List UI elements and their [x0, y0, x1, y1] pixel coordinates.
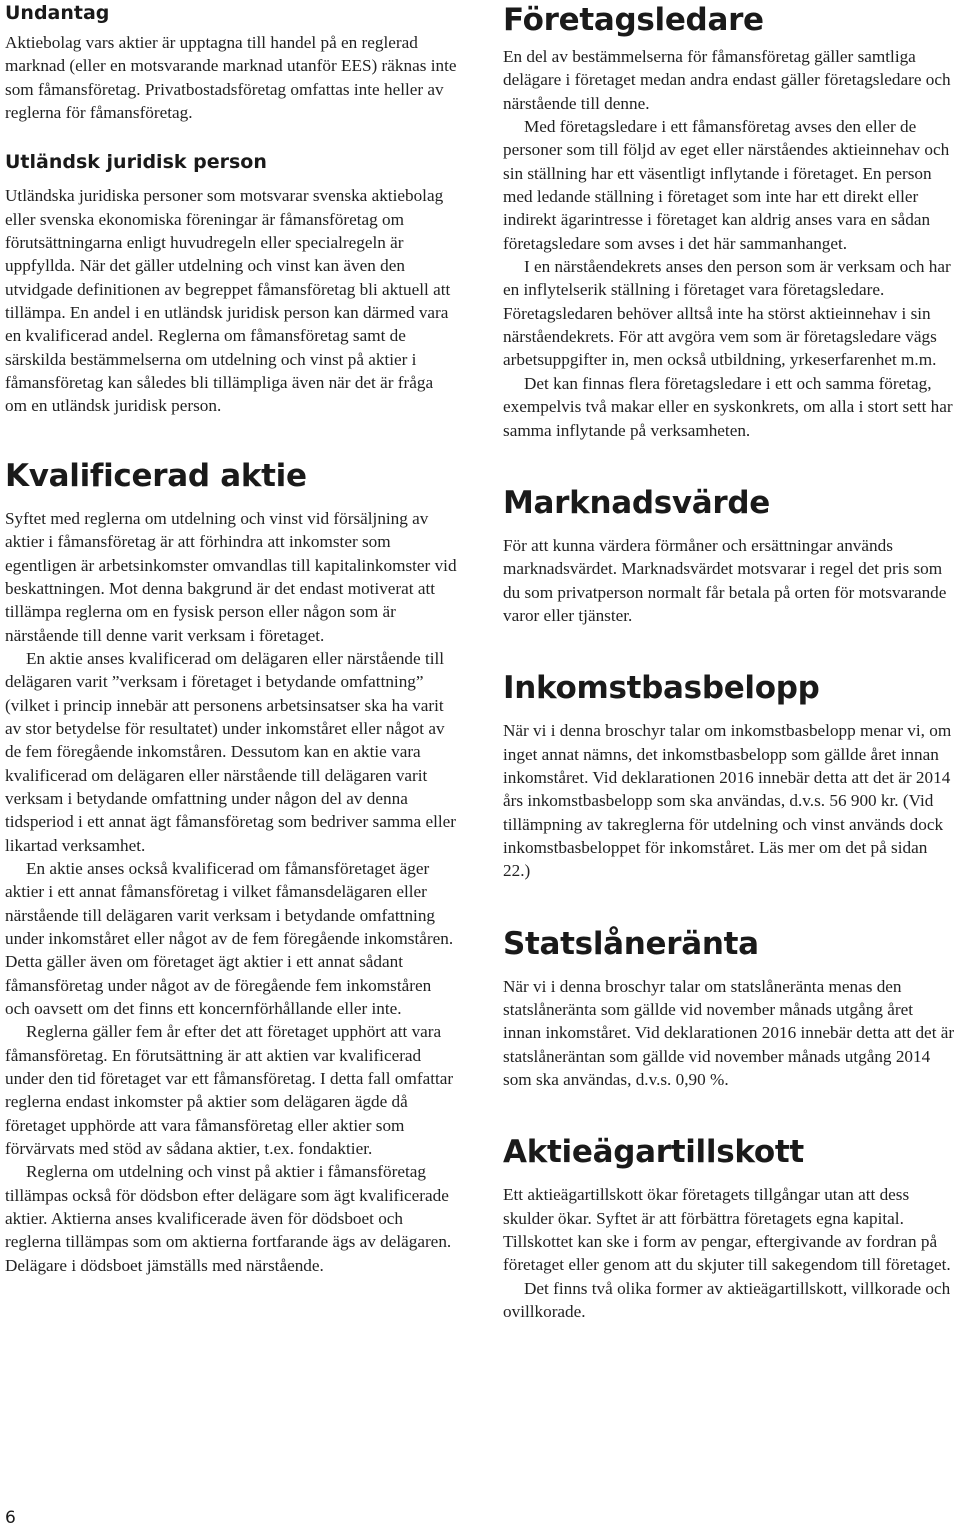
left-column [5, 0, 457, 1277]
heading-kvalificerad-aktie: Kvalificerad aktie [5, 457, 307, 494]
paragraph: När vi i denna broschyr talar om inkomstbasbelopp menar vi, om inget annat nämns, det inkomstbasbelopp som gällde året innan inkomståret. Vid deklarationen 2016 innebär detta att det är 2014 års inkomstbasbelopp som ska användas, d.v.s. 56 900 kr. (Vid tillämpning av takreglerna för utdelning och vinst används dock inkomstbasbeloppet för inkomståret. Läs mer om det på sidan 22.) [503, 721, 952, 881]
heading-statslanerata: Statslåneränta [503, 925, 759, 962]
heading-inkomstbasbelopp: Inkomstbasbelopp [503, 670, 820, 707]
right-column [503, 0, 955, 1323]
heading-marknadsvarde: Marknadsvärde [503, 484, 771, 521]
paragraph: Det finns två olika former av aktieägartillskott, villkorade och ovillkorade. [503, 1278, 951, 1322]
heading-foretagsledare: Företagsledare [503, 2, 764, 38]
paragraph: För att kunna värdera förmåner och ersättningar används marknadsvärdet. Marknadsvärdet motsvarar i regel det pris som du som privatperson normalt får betala på orten för motsvarande varor eller tjänster. [503, 535, 947, 625]
paragraph: I en närståendekrets anses den person som är verksam och har en inflytelserik ställning i företaget vara företagsledare. Företagsledaren behöver alltså inte ha störst aktieinnehav i sin närståendekrets. För att avgöra vem som är företagsledare vägs arbetsuppgifter in, men också utbildning, yrkeserfarenhet m.m. [503, 257, 951, 370]
paragraph: En aktie anses också kvalificerad om fåmansföretaget äger aktier i ett annat fåmansföretag i vilket fåmansdelägaren eller närstående till delägaren varit verksam i betydande omfattning under inkomståret eller något av de fem föregående inkomståren. Detta gäller även om företaget ägt aktier i ett annat sådant fåmansföretag under något av de föregående fem inkomståren och oavsett om det finns ett koncernförhållande eller inte. [5, 858, 454, 1019]
paragraph: Det kan finnas flera företagsledare i ett och samma företag, exempelvis två makar eller en syskonkrets, om alla i stort sett har samma inflytande på verksamheten. [503, 373, 953, 440]
paragraph: Med företagsledare i ett fåmansföretag avses den eller de personer som till följd av eget eller närståendes aktieinnehav och sin ställning har ett väsentligt inflytande i företaget. En person med ledande ställning i företaget som inte har ett direkt eller indirekt ägarintresse i företaget kan aldrig anses vara en sådan företagsledare som avses i det här sammanhanget. [503, 117, 950, 253]
heading-undantag: Undantag [5, 2, 110, 24]
paragraph: Reglerna gäller fem år efter det att företaget upphört att vara fåmansföretag. En förutsättning är att aktien var kvalificerad under den tid företaget var ett fåmansföretag. I detta fall omfattar reglerna endast inkomster på aktier som delägaren ägde då företaget upphörde att vara fåmansföretag eller aktier som förvärvats med stöd av sådana aktier, t.ex. fondaktier. [5, 1022, 454, 1159]
page-number: 6 [5, 1508, 16, 1528]
paragraph: Aktiebolag vars aktier är upptagna till handel på en reglerad marknad (eller en motsvarande marknad utanför EES) räknas inte som fåmansföretag. Privatbostadsföretag omfattas inte heller av reglerna för fåmansföretag. [5, 33, 457, 123]
heading-aktieagartillskott: Aktieägartillskott [503, 1134, 804, 1171]
paragraph: När vi i denna broschyr talar om statslåneränta menas den statslåneränta som gällde vid november månads utgång året innan inkomståret. Vid deklarationen 2016 innebär detta att det är statslåneräntan som gällde vid november månads utgång 2014 som ska användas, d.v.s. 0,90 %. [503, 976, 955, 1089]
paragraph: Reglerna om utdelning och vinst på aktier i fåmansföretag tillämpas också för dödsbon efter delägare som ägt kvalificerade aktier. Aktierna anses kvalificerade även för dödsboet och reglerna tillämpas som om aktierna fortfarande ägs av delägaren. Delägare i dödsboet jämställs med närstående. [5, 1162, 452, 1275]
paragraph: En aktie anses kvalificerad om delägaren eller närstående till delägaren varit ”verksam i företaget i betydande omfattning” (vilket i princip innebär att personens arbetsinsatser ska ha varit av stor betydelse för resultatet) under inkomståret eller något av de fem föregående inkomståren. Dessutom kan en aktie vara kvalificerad om delägaren eller närstående till delägaren varit verksam i betydande omfattning under någon del av denna tidsperiod i ett annat ägt fåmansföretag som bedriver samma eller likartad verksamhet. [5, 648, 457, 855]
paragraph: Ett aktieägartillskott ökar företagets tillgångar utan att dess skulder ökar. Syftet är att förbättra företagets egna kapital. Tillskottet kan ske i form av pengar, eftergivande av fordran på företaget eller genom att du skjuter till sakegendom till företaget. [503, 1185, 951, 1275]
paragraph: Syftet med reglerna om utdelning och vinst vid försäljning av aktier i fåmansföretag är att förhindra att inkomster som egentligen är arbetsinkomster omvandlas till kapitalinkomster vid beskattningen. Mot denna bakgrund är det endast motiverat att tillämpa reglerna om en fysisk person eller någon som är närstående till denne varit verksam i företaget. [5, 508, 457, 645]
paragraph: En del av bestämmelserna för fåmansföretag gäller samtliga delägare i företaget medan andra endast gäller företagsledare och närstående till denne. [503, 47, 951, 113]
paragraph: Utländska juridiska personer som motsvarar svenska aktiebolag eller svenska ekonomiska föreningar är fåmansföretag om förutsättningarna enligt huvudregeln eller specialregeln är uppfyllda. När det gäller utdelning och vinst kan även den utvidgade definitionen av begreppet fåmansföretag bli aktuell att tillämpa. En andel i en utländsk juridisk person kan därmed vara en kvalificerad andel. Reglerna om fåmansföretag samt de särskilda bestämmelserna om utdelning och vinst på aktier i fåmansföretag kan således bli tillämpliga även när det är fråga om en utländsk juridisk person. [5, 186, 451, 416]
heading-utlandsk-juridisk-person: Utländsk juridisk person [5, 151, 267, 174]
